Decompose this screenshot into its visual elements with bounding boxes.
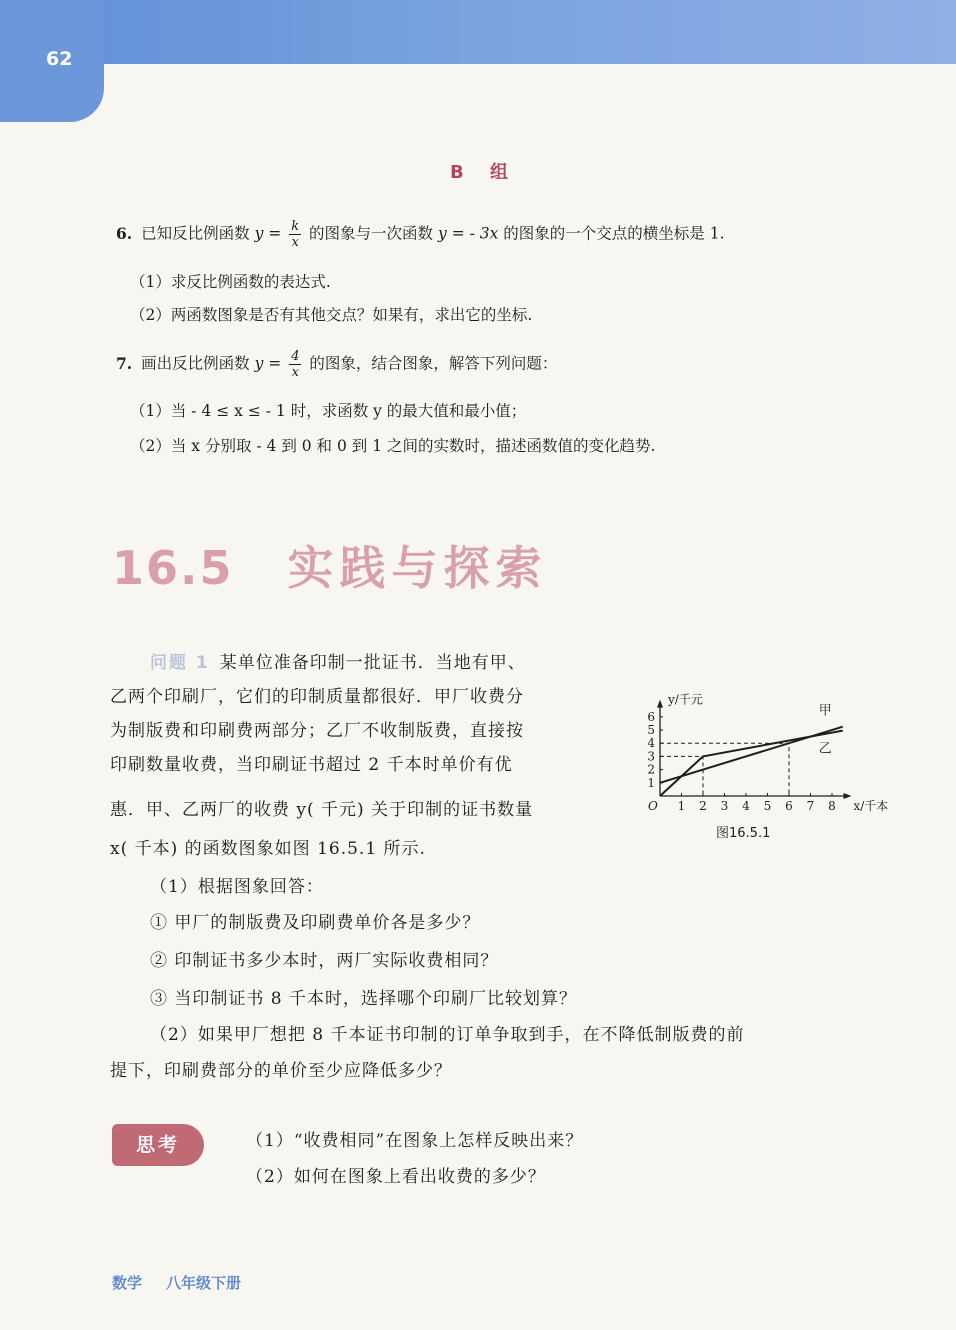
problem-line-1-text: 某单位准备印制一批证书．当地有甲、 xyxy=(219,653,526,673)
origin-label: O xyxy=(648,799,658,813)
question-6-text-b: 的图象与一次函数 xyxy=(309,224,434,243)
x-tick-label: 1 xyxy=(677,799,686,813)
question-2: （2）如果甲厂想把 8 千本证书印制的订单争取到手，在不降低制版费的前 xyxy=(150,1025,745,1045)
question-6-sub1: （1）求反比例函数的表达式. xyxy=(130,273,331,291)
question-7-number: 7. xyxy=(116,353,133,373)
question-1: （1）根据图象回答： xyxy=(150,877,324,897)
question-6-fraction xyxy=(289,219,301,250)
question-6-eq-lhs: y = xyxy=(254,224,282,243)
question-7-text-b: 的图象，结合图象，解答下列问题： xyxy=(309,354,558,373)
problem-line-5: 惠．甲、乙两厂的收费 y( 千元) 关于印制的证书数量 xyxy=(110,800,534,820)
question-7-frac-num: 4 xyxy=(291,349,300,364)
group-heading: B 组 xyxy=(450,162,518,183)
y-tick-label: 5 xyxy=(647,723,655,737)
y-tick-label: 6 xyxy=(647,709,655,724)
problem-line-2: 乙两个印刷厂，它们的印制质量都很好．甲厂收费分 xyxy=(110,687,524,707)
header-band xyxy=(0,0,956,64)
section-title xyxy=(112,532,548,598)
x-tick-label: 3 xyxy=(720,799,729,813)
footer-subject: 数学 xyxy=(112,1274,143,1292)
question-7 xyxy=(116,349,557,380)
question-1-part-1: ① 甲厂的制版费及印刷费单价各是多少？ xyxy=(150,913,481,933)
y-axis-arrow xyxy=(657,700,663,708)
page-number: 62 xyxy=(46,48,73,70)
figure-caption: 图16.5.1 xyxy=(716,826,771,841)
question-1-part-3: ③ 当印制证书 8 千本时，选择哪个印刷厂比较划算？ xyxy=(150,989,578,1009)
problem-line-3: 为制版费和印刷费两部分；乙厂不收制版费，直接按 xyxy=(110,721,524,741)
x-tick-label: 6 xyxy=(785,799,793,813)
think-line-2: （2）如何在图象上看出收费的多少？ xyxy=(246,1167,546,1187)
y-tick-label: 3 xyxy=(647,749,655,764)
question-6 xyxy=(116,219,725,250)
question-6-linear-eq: y = - 3x xyxy=(437,224,499,243)
question-6-text-c: 的图象的一个交点的横坐标是 1. xyxy=(503,224,725,243)
think-line-1: （1）“收费相同”在图象上怎样反映出来？ xyxy=(246,1131,584,1151)
question-6-frac-num: k xyxy=(291,219,300,234)
problem-line-6: x( 千本) 的函数图象如图 16.5.1 所示. xyxy=(110,839,426,859)
section-number: 16.5 xyxy=(112,541,234,595)
footer xyxy=(112,1272,241,1293)
x-tick-label: 5 xyxy=(763,799,772,813)
question-7-sub1: （1）当 - 4 ≤ x ≤ - 1 时，求函数 y 的最大值和最小值； xyxy=(130,402,527,420)
guide-line xyxy=(660,743,789,796)
question-6-number: 6. xyxy=(116,223,133,243)
question-6-sub2: （2）两函数图象是否有其他交点？如果有，求出它的坐标. xyxy=(130,306,533,324)
question-6-frac-den: x xyxy=(291,235,299,250)
x-axis-arrow xyxy=(844,793,852,799)
series-label: 乙 xyxy=(818,741,832,757)
section-name: 实践与探索 xyxy=(287,541,548,595)
x-tick-label: 8 xyxy=(828,799,836,813)
x-axis-label: x/千本 xyxy=(853,799,889,813)
question-2-continued: 提下，印刷费部分的单价至少应降低多少？ xyxy=(110,1061,452,1081)
y-tick-label: 2 xyxy=(647,762,655,777)
x-tick-label: 2 xyxy=(699,799,707,813)
y-tick-label: 1 xyxy=(647,775,655,790)
problem-line-4: 印刷数量收费，当印刷证书超过 2 千本时单价有优 xyxy=(110,755,513,775)
series-line xyxy=(660,731,843,796)
problem-label: 问题 1 xyxy=(150,653,210,673)
footer-grade: 八年级下册 xyxy=(166,1274,242,1292)
question-7-eq-lhs: y = xyxy=(254,354,282,373)
question-6-text-a: 已知反比例函数 xyxy=(141,224,250,243)
question-7-text-a: 画出反比例函数 xyxy=(141,354,250,373)
y-axis-label: y/千元 xyxy=(668,692,703,707)
question-7-frac-den: x xyxy=(291,365,299,380)
series-label: 甲 xyxy=(818,703,832,719)
y-tick-label: 4 xyxy=(647,736,655,751)
function-graph xyxy=(630,650,889,820)
question-1-part-2: ② 印制证书多少本时，两厂实际收费相同？ xyxy=(150,951,499,971)
question-7-sub2: （2）当 x 分别取 - 4 到 0 和 0 到 1 之间的实数时，描述函数值的变化趋势. xyxy=(130,437,656,455)
think-badge: 思考 xyxy=(112,1124,204,1166)
problem-line-1 xyxy=(150,648,526,678)
x-tick-label: 4 xyxy=(742,799,750,813)
question-7-fraction xyxy=(289,349,301,380)
x-tick-label: 7 xyxy=(806,799,815,813)
